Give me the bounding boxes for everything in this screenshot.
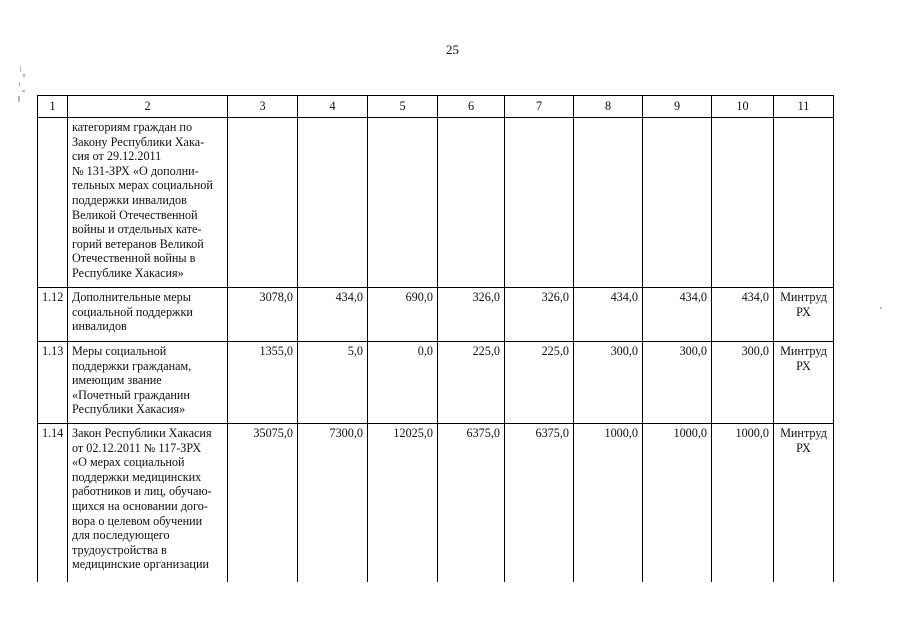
- value-cell: 1000,0: [712, 424, 774, 582]
- name-line: имеющим звание: [72, 373, 162, 388]
- header-cell: 6: [438, 96, 505, 118]
- executor-cell: [774, 342, 834, 424]
- name-line: трудоустройства в: [72, 542, 167, 557]
- name-line: Закон Республики Хакасия: [72, 426, 212, 440]
- value-cell: [298, 118, 368, 288]
- header-cell: 5: [368, 96, 438, 118]
- name-line: тельных мерах социальной: [72, 178, 213, 193]
- value-cell: 300,0: [712, 342, 774, 424]
- table-row-1-13: [38, 342, 834, 424]
- name-cell: [68, 118, 228, 288]
- value-cell: 1000,0: [574, 424, 643, 582]
- name-line: Республике Хакасия»: [72, 265, 184, 280]
- value-cell: 12025,0: [368, 424, 438, 582]
- value-cell: 225,0: [505, 342, 574, 424]
- executor-line: Минтруд: [780, 290, 827, 304]
- value-cell: 1355,0: [228, 342, 298, 424]
- value-cell: 300,0: [574, 342, 643, 424]
- executor-cell: [774, 424, 834, 582]
- header-cell: 9: [643, 96, 712, 118]
- name-cell: [68, 288, 228, 342]
- value-cell: [712, 118, 774, 288]
- executor-line: Минтруд: [780, 426, 827, 440]
- name-line: горий ветеранов Великой: [72, 236, 204, 251]
- value-cell: 3078,0: [228, 288, 298, 342]
- name-line: «О мерах социальной: [72, 455, 185, 470]
- value-cell: 434,0: [574, 288, 643, 342]
- budget-table: [37, 95, 834, 582]
- name-line: Меры социальной: [72, 344, 167, 358]
- executor-cell: [774, 288, 834, 342]
- table-header-row: [38, 96, 834, 118]
- value-cell: [574, 118, 643, 288]
- value-cell: 5,0: [298, 342, 368, 424]
- executor-line: РХ: [796, 440, 811, 455]
- value-cell: 434,0: [643, 288, 712, 342]
- header-cell: 8: [574, 96, 643, 118]
- table-row-continuation: [38, 118, 834, 288]
- index-cell: 1.13: [38, 342, 68, 424]
- value-cell: 326,0: [438, 288, 505, 342]
- value-cell: 1000,0: [643, 424, 712, 582]
- executor-line: Минтруд: [780, 344, 827, 358]
- page-number: 25: [446, 42, 459, 57]
- value-cell: 434,0: [712, 288, 774, 342]
- name-cell: [68, 424, 228, 582]
- value-cell: 35075,0: [228, 424, 298, 582]
- value-cell: 7300,0: [298, 424, 368, 582]
- name-line: работников и лиц, обучаю-: [72, 484, 212, 499]
- name-line: Республики Хакасия»: [72, 402, 186, 417]
- value-cell: 300,0: [643, 342, 712, 424]
- table-row-1-12: [38, 288, 834, 342]
- name-line: для последующего: [72, 528, 170, 543]
- value-cell: [368, 118, 438, 288]
- name-line: инвалидов: [72, 319, 127, 334]
- header-cell: 1: [38, 96, 68, 118]
- name-line: категориям граждан по: [72, 120, 193, 134]
- value-cell: 6375,0: [505, 424, 574, 582]
- table-row-1-14: [38, 424, 834, 582]
- name-line: поддержки медицинских: [72, 469, 202, 484]
- index-cell: 1.14: [38, 424, 68, 582]
- header-cell: 3: [228, 96, 298, 118]
- index-cell: [38, 118, 68, 288]
- name-line: поддержки инвалидов: [72, 192, 187, 207]
- name-line: войны и отдельных кате-: [72, 222, 202, 237]
- name-line: Отечественной войны в: [72, 251, 196, 266]
- name-line: поддержки гражданам,: [72, 358, 192, 373]
- value-cell: 225,0: [438, 342, 505, 424]
- name-line: Дополнительные меры: [72, 290, 191, 304]
- header-cell: 2: [68, 96, 228, 118]
- scan-artifact-mark: [17, 66, 29, 106]
- name-line: сия от 29.12.2011: [72, 149, 162, 164]
- name-line: Закону Республики Хака-: [72, 134, 205, 149]
- value-cell: [505, 118, 574, 288]
- name-line: социальной поддержки: [72, 304, 193, 319]
- header-cell: 11: [774, 96, 834, 118]
- name-line: щихся на основании дого-: [72, 498, 208, 513]
- value-cell: [228, 118, 298, 288]
- executor-cell: [774, 118, 834, 288]
- executor-line: РХ: [796, 358, 811, 373]
- scan-artifact-dot: [880, 307, 882, 309]
- name-cell: [68, 342, 228, 424]
- executor-line: РХ: [796, 304, 811, 319]
- name-line: от 02.12.2011 № 117-ЗРХ: [72, 440, 202, 455]
- value-cell: 0,0: [368, 342, 438, 424]
- index-cell: 1.12: [38, 288, 68, 342]
- header-cell: 4: [298, 96, 368, 118]
- name-line: медицинские организации: [72, 557, 209, 572]
- value-cell: 326,0: [505, 288, 574, 342]
- value-cell: [643, 118, 712, 288]
- header-cell: 10: [712, 96, 774, 118]
- name-line: Великой Отечественной: [72, 207, 198, 222]
- value-cell: 434,0: [298, 288, 368, 342]
- value-cell: 6375,0: [438, 424, 505, 582]
- value-cell: 690,0: [368, 288, 438, 342]
- header-cell: 7: [505, 96, 574, 118]
- name-line: № 131-ЗРХ «О дополни-: [72, 163, 199, 178]
- name-line: «Почетный гражданин: [72, 387, 190, 402]
- name-line: вора о целевом обучении: [72, 513, 203, 528]
- value-cell: [438, 118, 505, 288]
